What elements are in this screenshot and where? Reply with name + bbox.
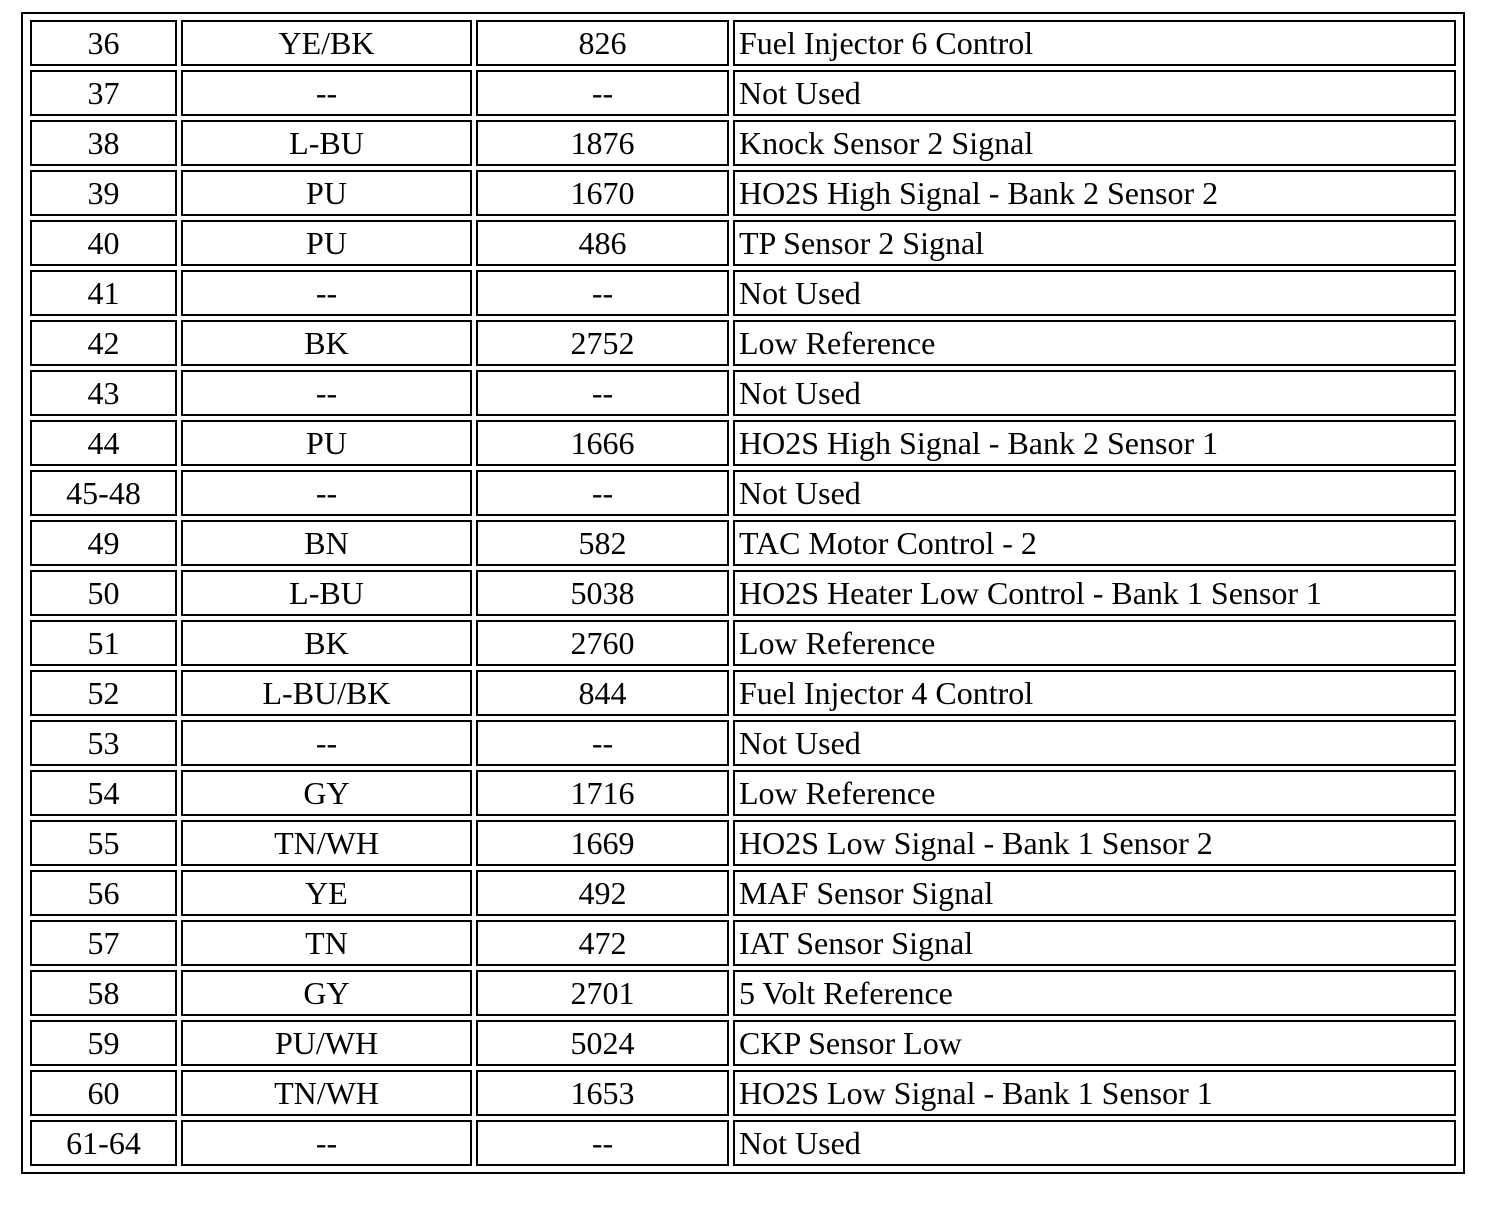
circuit-number-cell: -- bbox=[476, 470, 729, 516]
function-cell: Fuel Injector 6 Control bbox=[733, 20, 1456, 66]
wire-color-cell: L-BU/BK bbox=[181, 670, 472, 716]
table-body bbox=[30, 20, 1456, 1166]
wire-color-cell: PU bbox=[181, 170, 472, 216]
pin-cell: 36 bbox=[30, 20, 177, 66]
pin-cell: 50 bbox=[30, 570, 177, 616]
table-row bbox=[30, 220, 1456, 266]
circuit-number-cell: 2701 bbox=[476, 970, 729, 1016]
table-row bbox=[30, 120, 1456, 166]
function-cell: HO2S Low Signal - Bank 1 Sensor 2 bbox=[733, 820, 1456, 866]
table-row bbox=[30, 320, 1456, 366]
circuit-number-cell: 492 bbox=[476, 870, 729, 916]
table-row bbox=[30, 720, 1456, 766]
function-cell: Fuel Injector 4 Control bbox=[733, 670, 1456, 716]
circuit-number-cell: 582 bbox=[476, 520, 729, 566]
table-row bbox=[30, 870, 1456, 916]
function-cell: TP Sensor 2 Signal bbox=[733, 220, 1456, 266]
wire-color-cell: -- bbox=[181, 470, 472, 516]
pin-cell: 43 bbox=[30, 370, 177, 416]
wire-color-cell: -- bbox=[181, 370, 472, 416]
wire-color-cell: L-BU bbox=[181, 120, 472, 166]
pin-cell: 57 bbox=[30, 920, 177, 966]
circuit-number-cell: 1670 bbox=[476, 170, 729, 216]
wire-color-cell: PU bbox=[181, 420, 472, 466]
pin-cell: 41 bbox=[30, 270, 177, 316]
circuit-number-cell: 2752 bbox=[476, 320, 729, 366]
wire-color-cell: TN/WH bbox=[181, 1070, 472, 1116]
function-cell: MAF Sensor Signal bbox=[733, 870, 1456, 916]
function-cell: HO2S High Signal - Bank 2 Sensor 2 bbox=[733, 170, 1456, 216]
table-row bbox=[30, 270, 1456, 316]
pin-cell: 60 bbox=[30, 1070, 177, 1116]
circuit-number-cell: -- bbox=[476, 370, 729, 416]
pinout-table bbox=[26, 16, 1460, 1170]
pin-cell: 54 bbox=[30, 770, 177, 816]
table-row bbox=[30, 770, 1456, 816]
circuit-number-cell: -- bbox=[476, 720, 729, 766]
wire-color-cell: TN bbox=[181, 920, 472, 966]
pin-cell: 55 bbox=[30, 820, 177, 866]
wire-color-cell: YE bbox=[181, 870, 472, 916]
circuit-number-cell: 5038 bbox=[476, 570, 729, 616]
function-cell: Not Used bbox=[733, 370, 1456, 416]
table-row bbox=[30, 420, 1456, 466]
function-cell: Low Reference bbox=[733, 620, 1456, 666]
circuit-number-cell: 1716 bbox=[476, 770, 729, 816]
circuit-number-cell: 2760 bbox=[476, 620, 729, 666]
wire-color-cell: BK bbox=[181, 620, 472, 666]
circuit-number-cell: 486 bbox=[476, 220, 729, 266]
pin-cell: 53 bbox=[30, 720, 177, 766]
function-cell: Knock Sensor 2 Signal bbox=[733, 120, 1456, 166]
function-cell: Not Used bbox=[733, 270, 1456, 316]
pin-cell: 40 bbox=[30, 220, 177, 266]
pin-cell: 61-64 bbox=[30, 1120, 177, 1166]
wire-color-cell: -- bbox=[181, 270, 472, 316]
table-row bbox=[30, 620, 1456, 666]
pin-cell: 51 bbox=[30, 620, 177, 666]
pin-cell: 56 bbox=[30, 870, 177, 916]
function-cell: HO2S High Signal - Bank 2 Sensor 1 bbox=[733, 420, 1456, 466]
circuit-number-cell: -- bbox=[476, 1120, 729, 1166]
pin-cell: 42 bbox=[30, 320, 177, 366]
wire-color-cell: -- bbox=[181, 1120, 472, 1166]
function-cell: 5 Volt Reference bbox=[733, 970, 1456, 1016]
table-row bbox=[30, 1020, 1456, 1066]
table-row bbox=[30, 70, 1456, 116]
wire-color-cell: GY bbox=[181, 970, 472, 1016]
pin-cell: 59 bbox=[30, 1020, 177, 1066]
pin-cell: 49 bbox=[30, 520, 177, 566]
table-row bbox=[30, 1120, 1456, 1166]
circuit-number-cell: 826 bbox=[476, 20, 729, 66]
table-row bbox=[30, 570, 1456, 616]
pin-cell: 44 bbox=[30, 420, 177, 466]
function-cell: CKP Sensor Low bbox=[733, 1020, 1456, 1066]
wire-color-cell: -- bbox=[181, 720, 472, 766]
table-row bbox=[30, 670, 1456, 716]
table-row bbox=[30, 920, 1456, 966]
circuit-number-cell: -- bbox=[476, 70, 729, 116]
pin-cell: 58 bbox=[30, 970, 177, 1016]
connector-pinout-table bbox=[21, 12, 1465, 1174]
pin-cell: 39 bbox=[30, 170, 177, 216]
table-row bbox=[30, 970, 1456, 1016]
function-cell: HO2S Heater Low Control - Bank 1 Sensor 1 bbox=[733, 570, 1456, 616]
pin-cell: 38 bbox=[30, 120, 177, 166]
table-row bbox=[30, 170, 1456, 216]
wire-color-cell: BK bbox=[181, 320, 472, 366]
circuit-number-cell: 1876 bbox=[476, 120, 729, 166]
function-cell: HO2S Low Signal - Bank 1 Sensor 1 bbox=[733, 1070, 1456, 1116]
pin-cell: 52 bbox=[30, 670, 177, 716]
wire-color-cell: BN bbox=[181, 520, 472, 566]
circuit-number-cell: 472 bbox=[476, 920, 729, 966]
wire-color-cell: -- bbox=[181, 70, 472, 116]
circuit-number-cell: 844 bbox=[476, 670, 729, 716]
table-row bbox=[30, 820, 1456, 866]
pin-cell: 37 bbox=[30, 70, 177, 116]
function-cell: Low Reference bbox=[733, 770, 1456, 816]
circuit-number-cell: 5024 bbox=[476, 1020, 729, 1066]
wire-color-cell: YE/BK bbox=[181, 20, 472, 66]
table-row bbox=[30, 520, 1456, 566]
wire-color-cell: GY bbox=[181, 770, 472, 816]
wire-color-cell: PU/WH bbox=[181, 1020, 472, 1066]
function-cell: Not Used bbox=[733, 1120, 1456, 1166]
function-cell: Not Used bbox=[733, 470, 1456, 516]
table-row bbox=[30, 1070, 1456, 1116]
table-row bbox=[30, 370, 1456, 416]
function-cell: Not Used bbox=[733, 70, 1456, 116]
circuit-number-cell: 1666 bbox=[476, 420, 729, 466]
function-cell: TAC Motor Control - 2 bbox=[733, 520, 1456, 566]
circuit-number-cell: 1653 bbox=[476, 1070, 729, 1116]
circuit-number-cell: 1669 bbox=[476, 820, 729, 866]
wire-color-cell: L-BU bbox=[181, 570, 472, 616]
function-cell: Low Reference bbox=[733, 320, 1456, 366]
table-row bbox=[30, 20, 1456, 66]
function-cell: Not Used bbox=[733, 720, 1456, 766]
wire-color-cell: TN/WH bbox=[181, 820, 472, 866]
function-cell: IAT Sensor Signal bbox=[733, 920, 1456, 966]
circuit-number-cell: -- bbox=[476, 270, 729, 316]
wire-color-cell: PU bbox=[181, 220, 472, 266]
table-row bbox=[30, 470, 1456, 516]
pin-cell: 45-48 bbox=[30, 470, 177, 516]
